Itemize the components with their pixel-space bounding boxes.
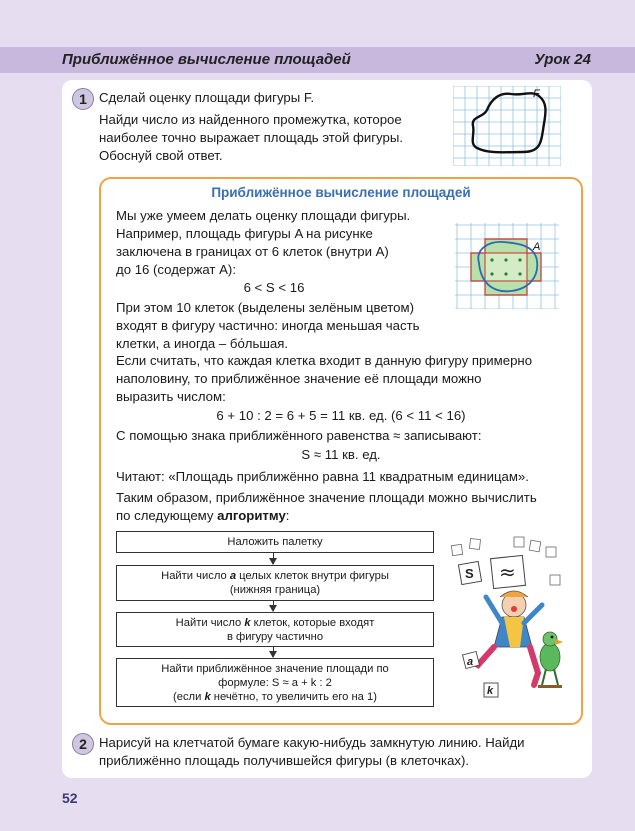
box-p3-line-3: выразить числом: — [116, 389, 226, 404]
algorithm-step-2: Найти число a целых клеток внутри фигуры (нижняя граница) — [116, 565, 434, 601]
box-p1-line-1: Мы уже умеем делать оценку площади фигуры. — [116, 208, 411, 223]
task-1-line-4: Обоснуй свой ответ. — [99, 148, 223, 163]
task-1-line-2: Найди число из найденного промежутка, которое — [99, 112, 402, 127]
algorithm-step-3: Найти число k клеток, которые входят в фигуру частично — [116, 612, 434, 647]
page-number: 52 — [62, 790, 78, 806]
theory-box-title: Приближённое вычисление площадей — [211, 185, 471, 200]
box-p5: Читают: «Площадь приближённо равна 11 квадратным единицам». — [116, 469, 529, 484]
clown-illustration — [450, 535, 570, 705]
box-p2-line-3: клетки, а иногда – бо́льшая. — [116, 336, 289, 351]
approx-equality: S ≈ 11 кв. ед. — [301, 447, 381, 462]
task-1-line-1: Сделай оценку площади фигуры F. — [99, 90, 315, 105]
calculation: 6 + 10 : 2 = 6 + 5 = 11 кв. ед. (6 < 11 < 16) — [216, 408, 466, 423]
figure-f-label: F — [533, 88, 540, 100]
task-2-line-1: Нарисуй на клетчатой бумаге какую-нибудь замкнутую линию. Найди — [99, 735, 525, 750]
box-p3-line-2: наполовину, то приближённое значение её площади можно — [116, 371, 482, 386]
figure-f-grid — [453, 86, 561, 166]
task-1-line-3: наиболее точно выражает площадь этой фигуры. — [99, 130, 403, 145]
algorithm-word: алгоритму — [217, 508, 286, 523]
page-title: Приближённое вычисление площадей — [62, 51, 351, 68]
task-2-line-2: приближённо площадь получившейся фигуры (в клеточках). — [99, 753, 470, 768]
arrow-1 — [273, 552, 274, 564]
figure-a-grid — [455, 223, 559, 309]
task-1-number: 1 — [72, 88, 94, 110]
algorithm-step-1: Наложить палетку — [116, 531, 434, 553]
card-a: a — [467, 656, 474, 668]
box-p1-line-3: заключена в границах от 6 клеток (внутри A) — [116, 244, 389, 259]
box-p6-line-2: по следующему алгоритму: — [116, 508, 290, 523]
arrow-3 — [273, 646, 274, 657]
card-approx: ≈ — [499, 560, 516, 584]
header-band — [0, 47, 635, 73]
box-p3-line-1: Если считать, что каждая клетка входит в данную фигуру примерно — [116, 353, 533, 368]
task-2-number: 2 — [72, 733, 94, 755]
card-k: k — [487, 685, 494, 697]
box-p2-line-1: При этом 10 клеток (выделены зелёным цветом) — [116, 300, 414, 315]
lesson-label: Урок 24 — [534, 51, 591, 68]
inequality: 6 < S < 16 — [243, 280, 305, 295]
box-p1-line-2: Например, площадь фигуры A на рисунке — [116, 226, 373, 241]
figure-a-label: A — [533, 241, 541, 253]
arrow-2 — [273, 600, 274, 611]
box-p1-line-4: до 16 (содержат A): — [116, 262, 236, 277]
box-p4: С помощью знака приближённого равенства ≈ записывают: — [116, 428, 482, 443]
algorithm-step-4: Найти приближённое значение площади по формуле: S ≈ a + k : 2 (если k нечётно, то увеличить его на 1) — [116, 658, 434, 707]
box-p6-line-1: Таким образом, приближённое значение площади можно вычислить — [116, 490, 537, 505]
card-s: S — [465, 566, 474, 581]
box-p2-line-2: входят в фигуру частично: иногда меньшая часть — [116, 318, 420, 333]
